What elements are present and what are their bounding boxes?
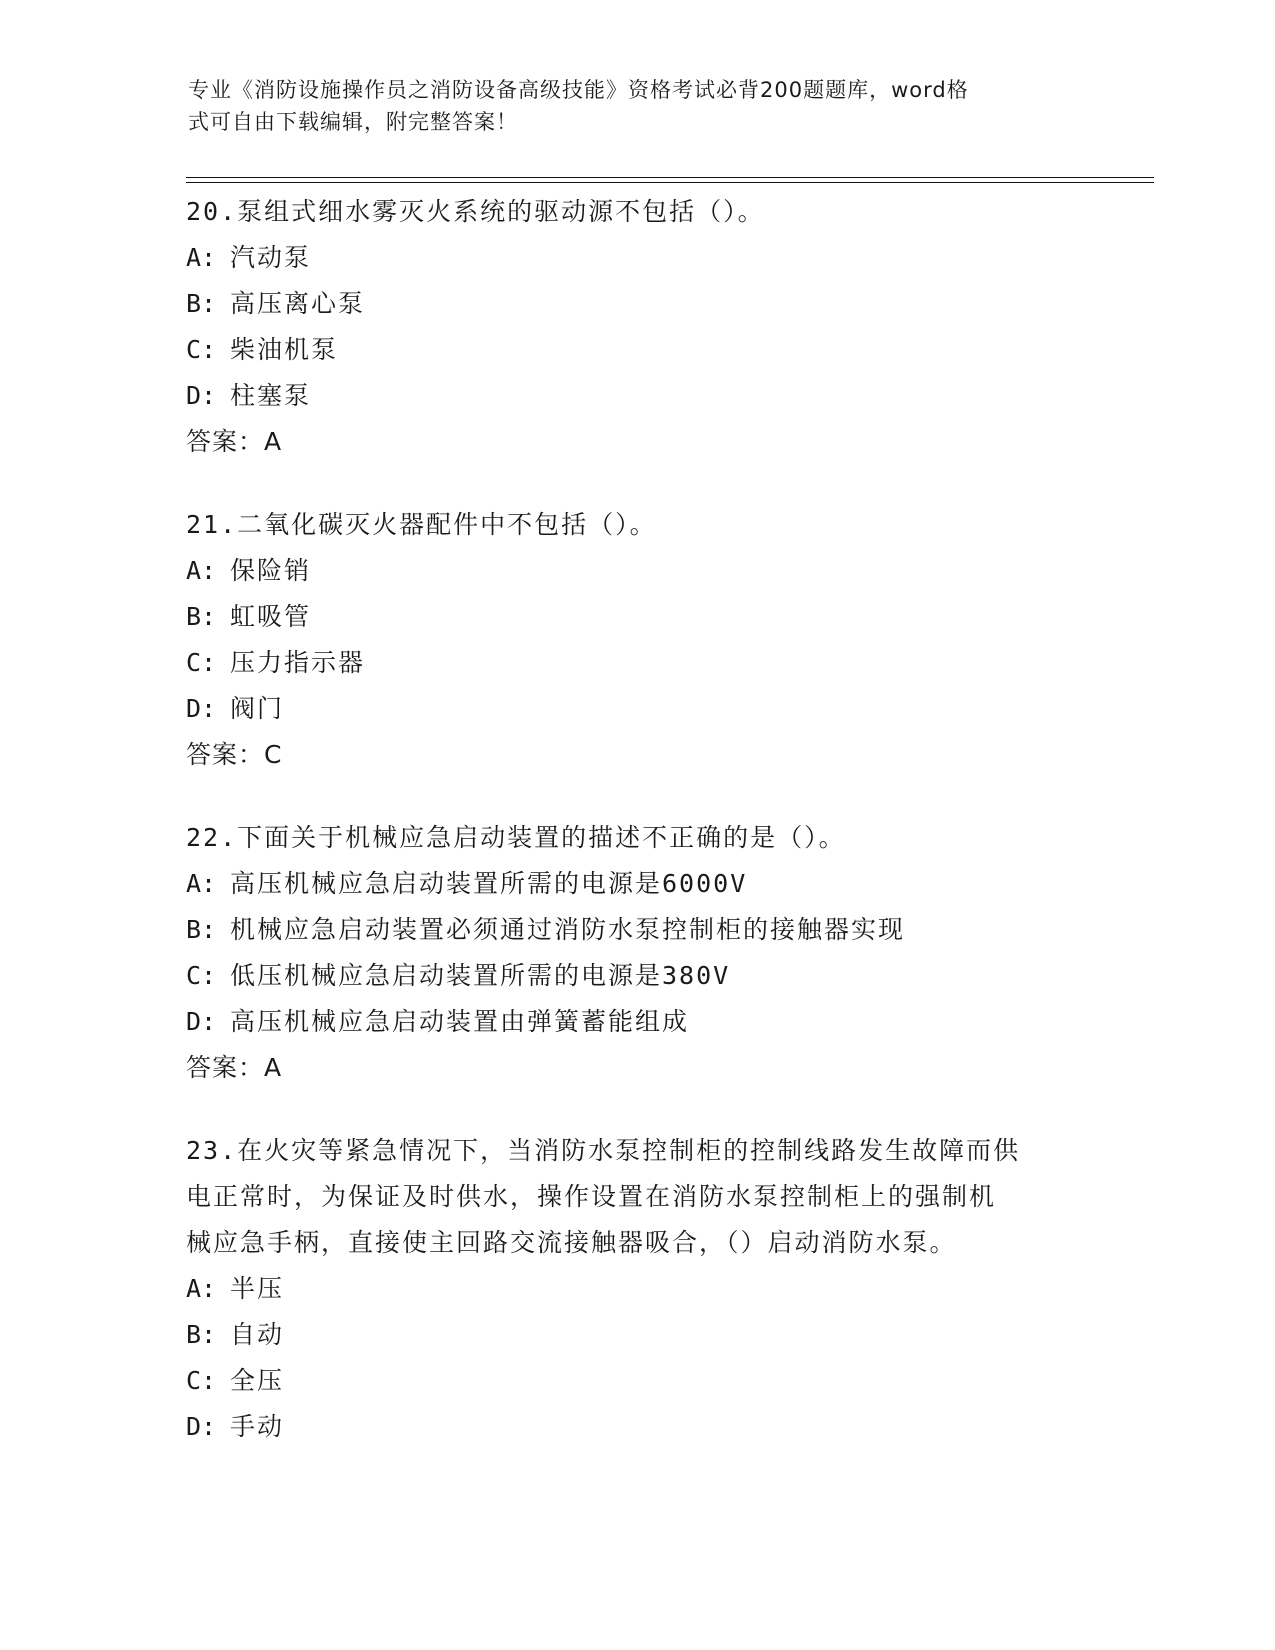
option-key: B: <box>186 602 217 631</box>
option-key: D: <box>186 1412 217 1441</box>
answer-line: 答案：A <box>186 427 283 456</box>
option-text: 低压机械应急启动装置所需的电源是380V <box>230 961 731 990</box>
option-a <box>186 235 1106 281</box>
answer-line: 答案：C <box>186 740 283 769</box>
question-22 <box>186 815 1106 1091</box>
option-text: 手动 <box>230 1412 285 1441</box>
question-stem: 20.泵组式细水雾灭火系统的驱动源不包括（）。 <box>186 197 765 226</box>
option-key: C: <box>186 961 217 990</box>
option-a <box>186 1266 1106 1312</box>
option-key: A: <box>186 1274 217 1303</box>
header-line-2: 式可自由下载编辑，附完整答案！ <box>188 110 518 134</box>
question-stem: 22.下面关于机械应急启动装置的描述不正确的是（）。 <box>186 823 846 852</box>
option-d <box>186 1404 1106 1450</box>
option-d <box>186 373 1106 419</box>
question-21 <box>186 502 1106 778</box>
option-text: 柴油机泵 <box>230 335 339 364</box>
option-text: 阀门 <box>230 694 285 723</box>
option-key: C: <box>186 335 217 364</box>
option-text: 柱塞泵 <box>230 381 312 410</box>
option-b <box>186 907 1106 953</box>
header-divider-bottom <box>186 182 1154 183</box>
option-b <box>186 1312 1106 1358</box>
option-text: 高压机械应急启动装置由弹簧蓄能组成 <box>230 1007 690 1036</box>
question-list <box>186 189 1106 1487</box>
question-stem-line-3: 械应急手柄，直接使主回路交流接触器吸合，（）启动消防水泵。 <box>186 1228 957 1257</box>
option-key: D: <box>186 381 217 410</box>
option-key: B: <box>186 915 217 944</box>
option-text: 高压机械应急启动装置所需的电源是6000V <box>230 869 748 898</box>
option-key: D: <box>186 1007 217 1036</box>
option-c <box>186 640 1106 686</box>
option-key: C: <box>186 648 217 677</box>
header-divider-top <box>186 177 1154 178</box>
header-line-1: 专业《消防设施操作员之消防设备高级技能》资格考试必背200题题库，word格 <box>188 78 969 102</box>
question-stem: 21.二氧化碳灭火器配件中不包括（）。 <box>186 510 657 539</box>
option-key: A: <box>186 243 217 272</box>
option-a <box>186 548 1106 594</box>
option-text: 保险销 <box>230 556 312 585</box>
option-key: C: <box>186 1366 217 1395</box>
document-header <box>188 74 1088 138</box>
option-key: B: <box>186 289 217 318</box>
option-text: 汽动泵 <box>230 243 312 272</box>
option-c <box>186 327 1106 373</box>
question-23 <box>186 1128 1106 1450</box>
question-stem-line-1: 23.在火灾等紧急情况下，当消防水泵控制柜的控制线路发生故障而供 <box>186 1136 1021 1165</box>
option-key: A: <box>186 556 217 585</box>
question-20 <box>186 189 1106 465</box>
option-text: 机械应急启动装置必须通过消防水泵控制柜的接触器实现 <box>230 915 906 944</box>
option-key: B: <box>186 1320 217 1349</box>
question-stem-line-2: 电正常时，为保证及时供水，操作设置在消防水泵控制柜上的强制机 <box>186 1182 997 1211</box>
option-d <box>186 686 1106 732</box>
option-text: 高压离心泵 <box>230 289 366 318</box>
option-c <box>186 953 1106 999</box>
option-text: 虹吸管 <box>230 602 312 631</box>
option-key: A: <box>186 869 217 898</box>
answer-line: 答案：A <box>186 1053 283 1082</box>
option-a <box>186 861 1106 907</box>
option-text: 自动 <box>230 1320 285 1349</box>
option-d <box>186 999 1106 1045</box>
option-b <box>186 281 1106 327</box>
option-text: 全压 <box>230 1366 285 1395</box>
option-text: 半压 <box>230 1274 285 1303</box>
option-text: 压力指示器 <box>230 648 366 677</box>
option-b <box>186 594 1106 640</box>
option-key: D: <box>186 694 217 723</box>
option-c <box>186 1358 1106 1404</box>
